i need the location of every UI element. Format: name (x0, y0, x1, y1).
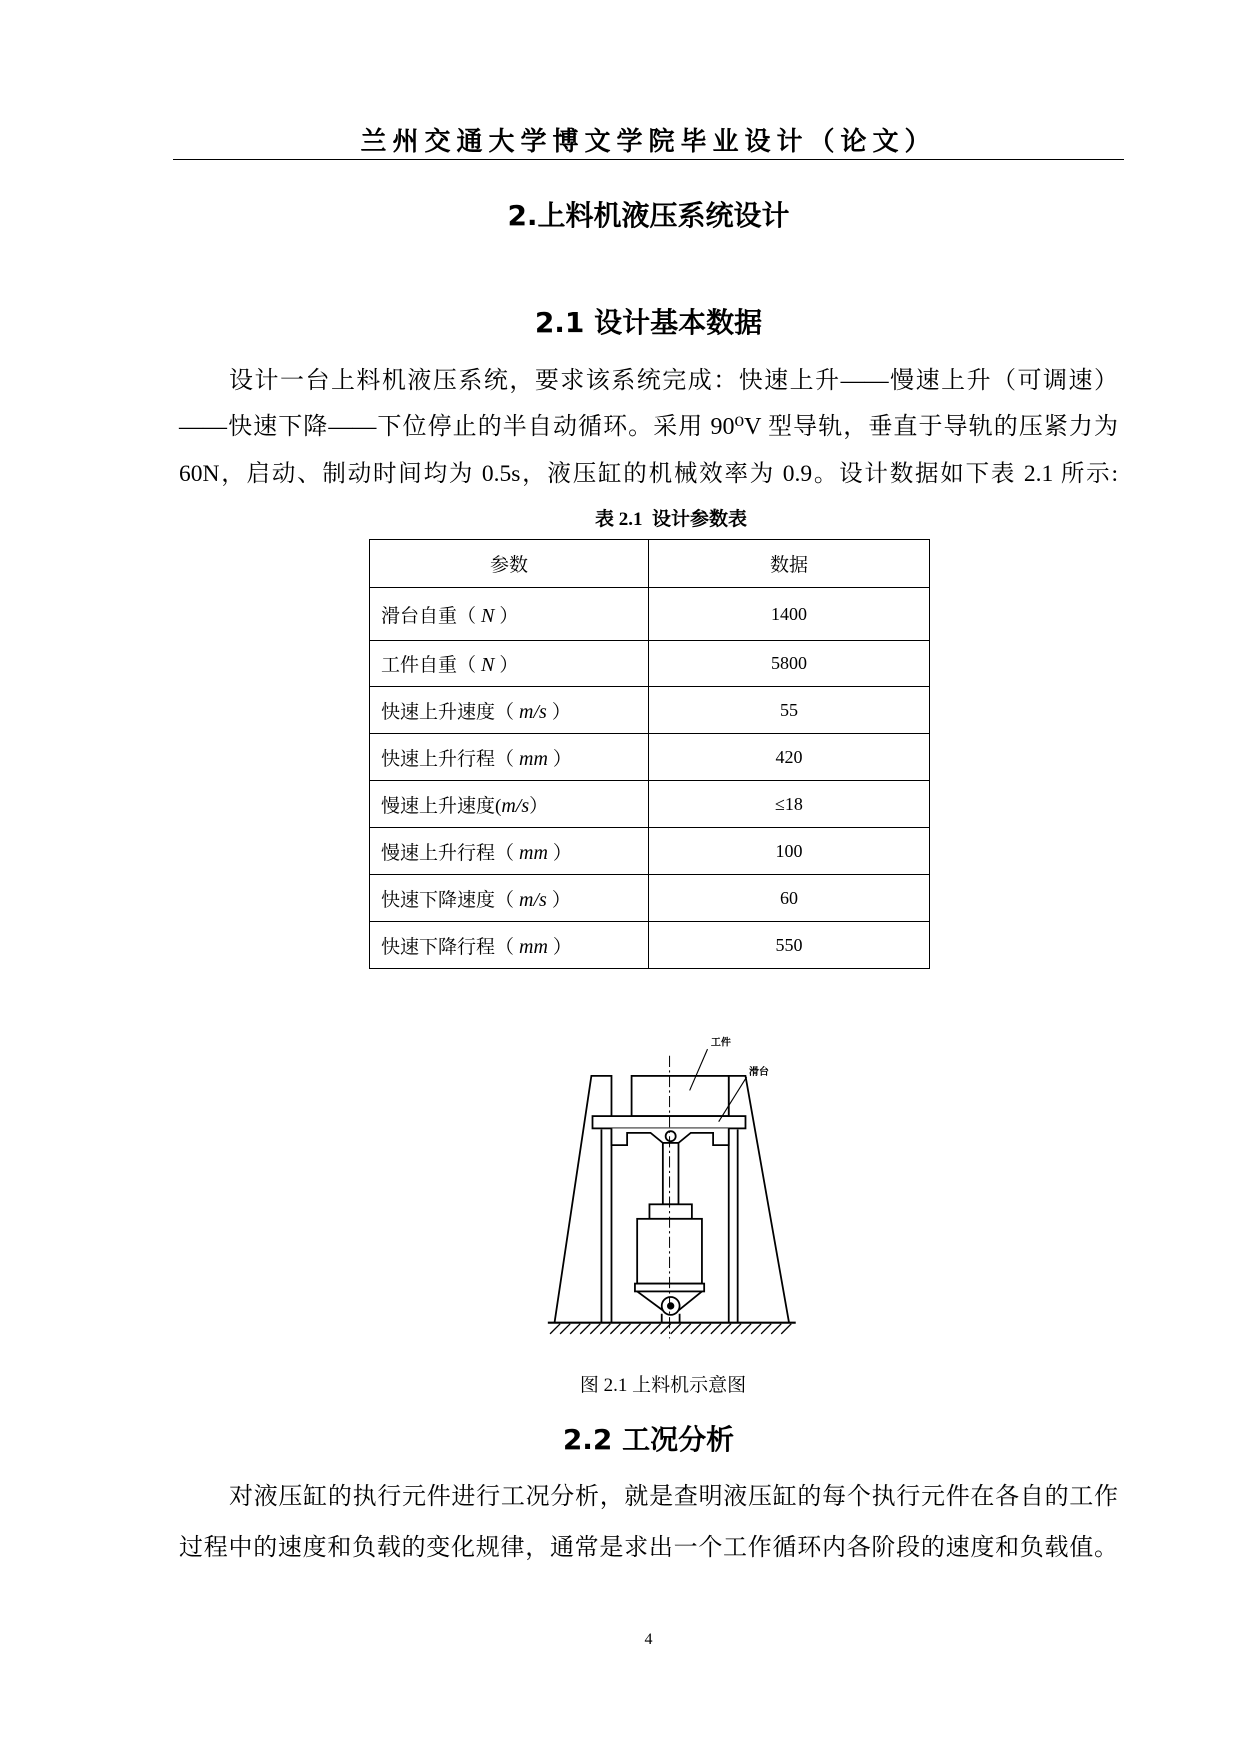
table-row (370, 922, 930, 969)
parameter-unit: m/s (519, 700, 547, 723)
paragraph-line: 60N，启动、制动时间均为 0.5s，液压缸的机械效率为 0.9。设计数据如下表 2.1 所示: (179, 461, 1118, 487)
parameter-label: 工件自重（ (381, 655, 477, 676)
piston-rod (663, 1143, 679, 1204)
table-caption: 表 2.1 设计参数表 (594, 509, 747, 530)
parameter-cell (370, 922, 649, 969)
parameter-label: 滑台自重（ (381, 605, 477, 627)
table-row (370, 588, 930, 641)
parameter-cell (370, 588, 649, 641)
mount-pin (668, 1303, 674, 1309)
parameter-close: ） (552, 842, 572, 864)
parameter-label: 快速下降行程（ (381, 936, 515, 958)
parameter-close: ） (499, 605, 519, 627)
parameter-label: 快速下降速度（ (381, 889, 515, 911)
column-header-data: 数据 (649, 540, 930, 588)
loader-schematic-diagram (514, 1029, 872, 1364)
cylinder-head (649, 1204, 691, 1219)
workpiece (632, 1076, 729, 1116)
value-cell: ≤18 (649, 781, 930, 828)
parameter-label: 快速上升速度（ (381, 701, 515, 723)
parameter-close: ） (551, 889, 571, 911)
parameter-unit: m/s (501, 794, 530, 817)
left-column (555, 1076, 612, 1323)
rod-pivot (666, 1131, 676, 1141)
parameter-unit: mm (519, 747, 548, 770)
paragraph-line: ——快速下降——下位停止的半自动循环。采用 90⁰V 型导轨，垂直于导轨的压紧力为 (179, 414, 1118, 440)
parameter-close: ） (529, 795, 549, 817)
parameter-cell (370, 781, 649, 828)
table-row (370, 875, 930, 922)
paragraph-line: 设计一台上料机液压系统，要求该系统完成：快速上升——慢速上升（可调速） (229, 368, 1118, 394)
table-row (370, 734, 930, 781)
value-cell: 420 (649, 734, 930, 781)
parameter-close: ） (552, 748, 572, 770)
table-row (370, 781, 930, 828)
table-row (370, 828, 930, 875)
parameter-cell (370, 828, 649, 875)
parameter-unit: m/s (519, 888, 547, 911)
parameter-unit: mm (519, 841, 548, 864)
parameter-cell (370, 734, 649, 781)
running-header-title: 兰州交通大学博文学院毕业设计（论文） (360, 127, 937, 157)
value-cell: 60 (649, 875, 930, 922)
figure-caption: 图 2.1 上料机示意图 (579, 1375, 747, 1396)
value-cell: 1400 (649, 588, 930, 641)
header-rule (173, 159, 1124, 160)
parameter-cell (370, 641, 649, 687)
parameter-label: 慢速上升行程（ (381, 842, 515, 864)
ground-hatching (550, 1324, 791, 1334)
value-cell: 5800 (649, 641, 930, 687)
section-heading-2-2: 2.2 工况分析 (562, 1423, 735, 1456)
table-row (370, 641, 930, 687)
page-number: 4 (644, 1631, 653, 1648)
slide-table (593, 1116, 746, 1128)
table-header-row (370, 540, 930, 588)
value-cell: 100 (649, 828, 930, 875)
chapter-title: 2.上料机液压系统设计 (507, 199, 790, 232)
workpiece-label: 工件 (710, 1037, 731, 1049)
section-heading-2-1: 2.1 设计基本数据 (534, 306, 763, 339)
table-row (370, 687, 930, 734)
paragraph-line: 对液压缸的执行元件进行工况分析，就是查明液压缸的每个执行元件在各自的工作 (229, 1484, 1118, 1510)
parameter-unit: N (481, 654, 495, 676)
parameter-close: ） (499, 655, 519, 676)
parameter-unit: mm (519, 935, 548, 958)
value-cell: 550 (649, 922, 930, 969)
paragraph-line: 过程中的速度和负载的变化规律，通常是求出一个工作循环内各阶段的速度和负载值。 (179, 1535, 1118, 1561)
parameter-label: 慢速上升速度( (381, 795, 502, 817)
parameter-unit: N (481, 604, 495, 627)
design-parameter-table (369, 539, 930, 969)
parameter-close: ） (551, 701, 571, 723)
value-cell: 55 (649, 687, 930, 734)
parameter-label: 快速上升行程（ (381, 748, 515, 770)
parameter-close: ） (552, 936, 572, 958)
parameter-cell (370, 687, 649, 734)
parameter-cell (370, 875, 649, 922)
right-column (729, 1076, 789, 1323)
column-header-parameter: 参数 (370, 540, 649, 588)
slide-label: 滑台 (748, 1066, 769, 1078)
